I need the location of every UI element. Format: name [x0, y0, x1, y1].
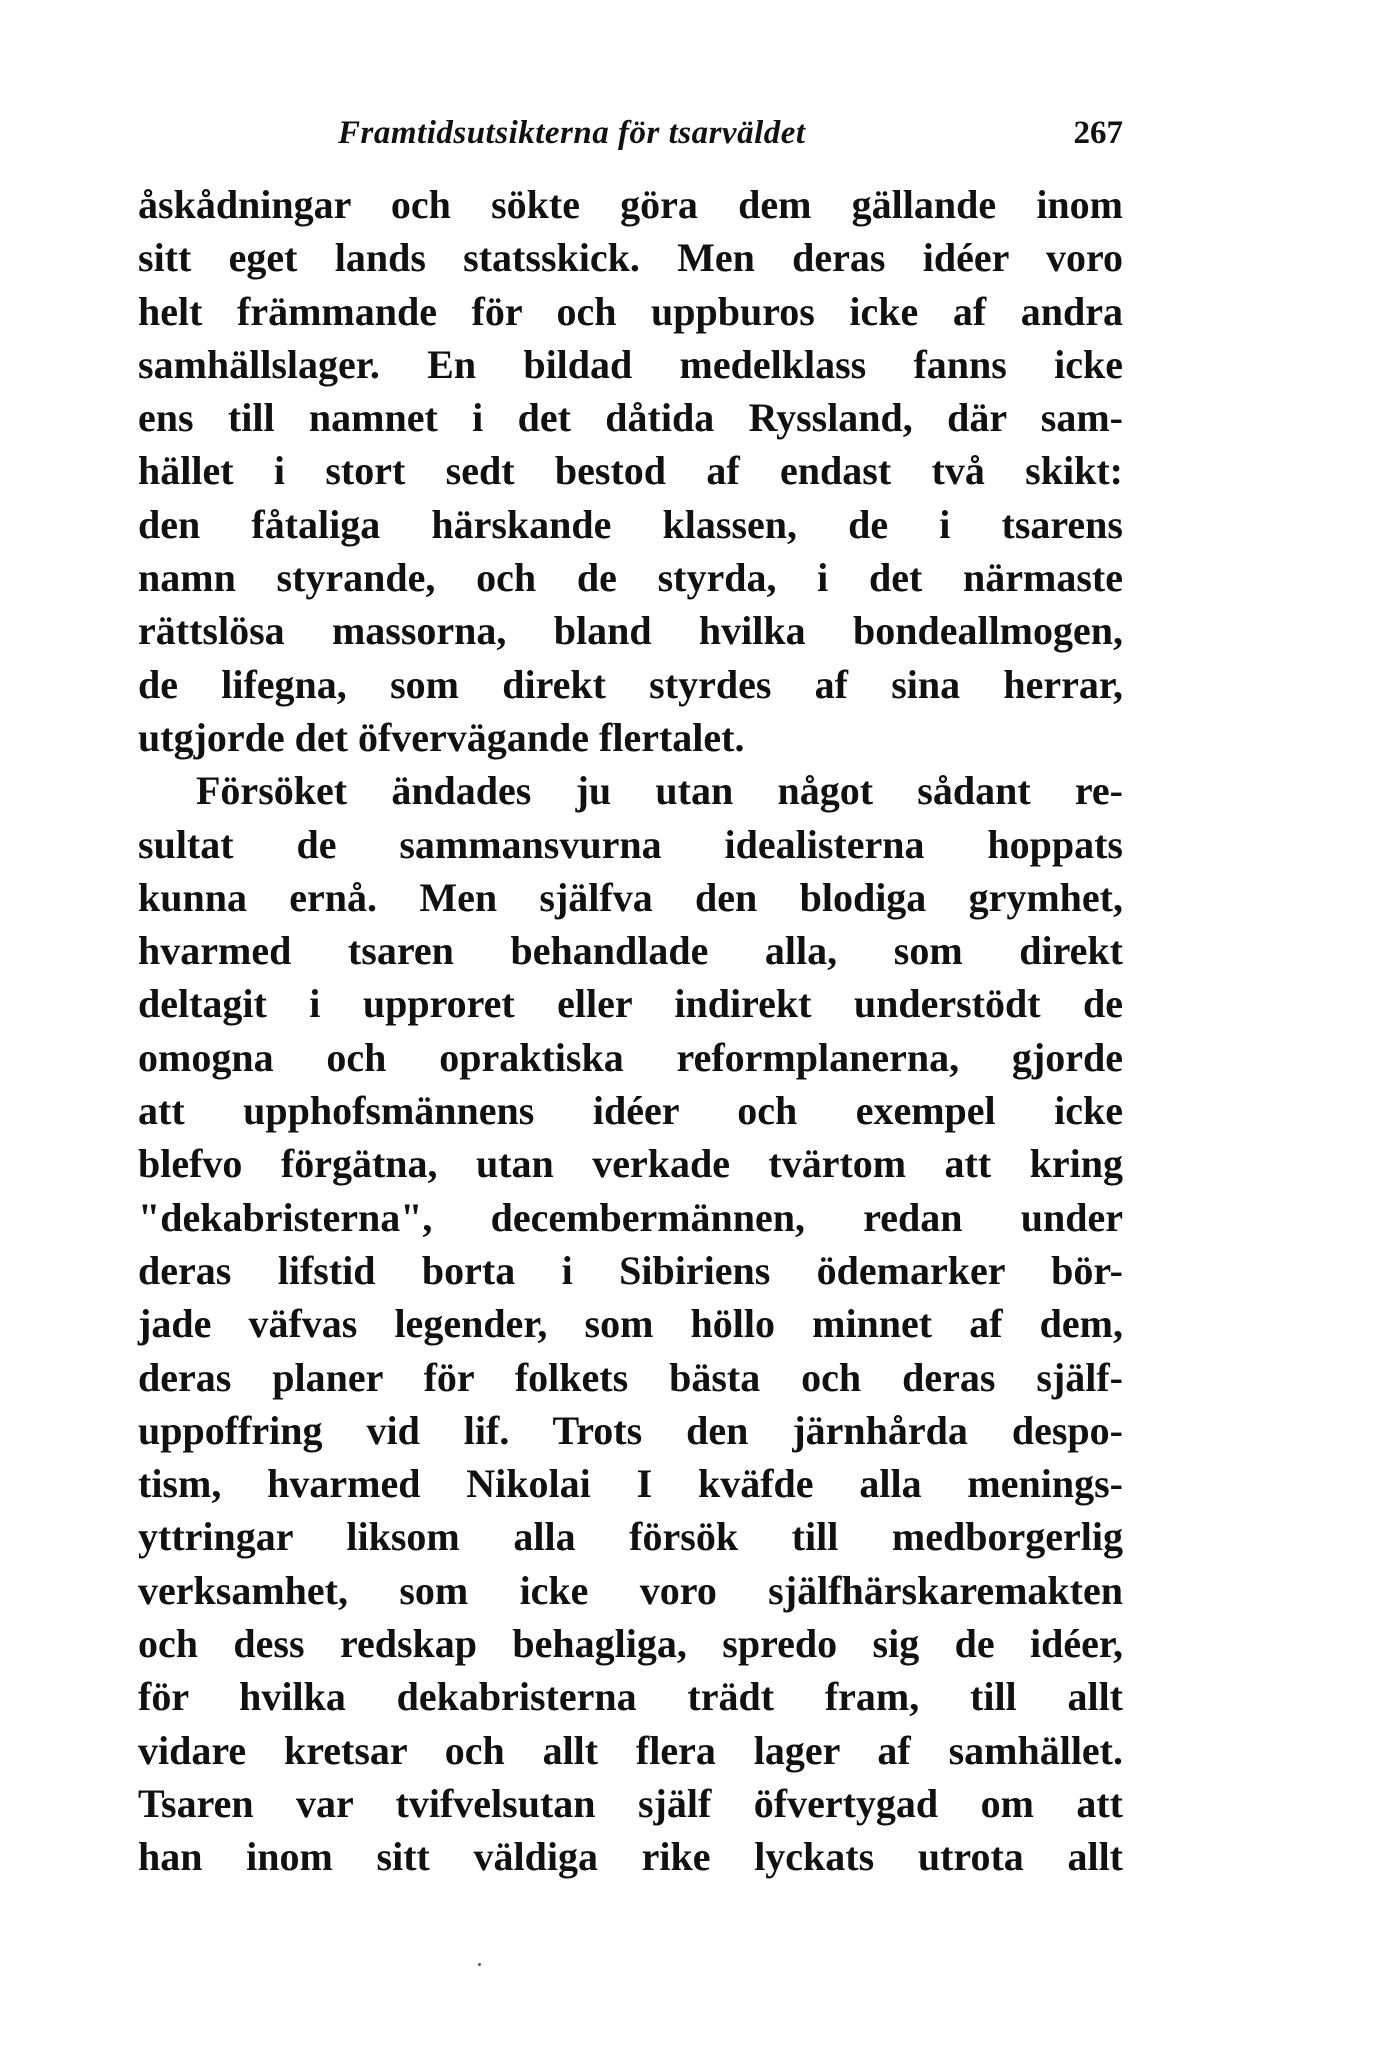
- body-text: [138, 178, 1123, 1884]
- text-line: att upphofsmännens idéer och exempel icke: [138, 1088, 1123, 1134]
- text-line: uppoffring vid lif. Trots den järnhårda despo-: [138, 1407, 1123, 1453]
- text-line: deras planer för folkets bästa och deras själf-: [138, 1354, 1123, 1400]
- text-line: Tsaren var tvifvelsutan själf öfvertygad om att: [138, 1780, 1123, 1826]
- running-title: Framtidsutsikterna för tsarväldet: [338, 115, 806, 151]
- page-number: 267: [1073, 115, 1123, 151]
- text-line: verksamhet, som icke voro själfhärskaremakten: [138, 1567, 1123, 1613]
- text-line: deltagit i upproret eller indirekt understödt de: [138, 981, 1123, 1027]
- text-line: samhällslager. En bildad medelklass fanns icke: [138, 341, 1123, 387]
- running-head: [138, 108, 1123, 158]
- text-line: han inom sitt väldiga rike lyckats utrota allt: [138, 1834, 1123, 1880]
- text-line: omogna och opraktiska reformplanerna, gjorde: [138, 1034, 1123, 1080]
- text-line: den fåtaliga härskande klassen, de i tsarens: [138, 501, 1123, 547]
- text-line: helt främmande för och uppburos icke af andra: [138, 288, 1123, 334]
- text-line: och dess redskap behagliga, spredo sig de idéer,: [138, 1621, 1123, 1667]
- text-line: för hvilka dekabristerna trädt fram, till allt: [138, 1674, 1123, 1720]
- text-line: kunna ernå. Men själfva den blodiga grymhet,: [138, 874, 1123, 920]
- text-line: deras lifstid borta i Sibiriens ödemarker bör-: [138, 1247, 1123, 1293]
- text-line: "dekabristerna", decembermännen, redan under: [138, 1194, 1123, 1240]
- text-line: jade väfvas legender, som höllo minnet af dem,: [138, 1301, 1123, 1347]
- text-line: utgjorde det öfvervägande flertalet.: [138, 714, 745, 760]
- text-line: vidare kretsar och allt flera lager af samhället.: [138, 1727, 1123, 1773]
- text-line: ens till namnet i det dåtida Ryssland, där sam-: [138, 395, 1123, 441]
- text-line: sitt eget lands statsskick. Men deras idéer voro: [138, 235, 1123, 281]
- text-line: sultat de sammansvurna idealisterna hoppats: [138, 821, 1123, 867]
- text-line: tism, hvarmed Nikolai I kväfde alla menings-: [138, 1461, 1123, 1507]
- paragraph-2: [138, 764, 1123, 1883]
- text-line: blefvo förgätna, utan verkade tvärtom att kring: [138, 1141, 1123, 1187]
- text-line: hvarmed tsaren behandlade alla, som direkt: [138, 928, 1123, 974]
- text-line: rättslösa massorna, bland hvilka bondeallmogen,: [138, 608, 1123, 654]
- scan-speck: [478, 1963, 481, 1966]
- text-line: yttringar liksom alla försök till medborgerlig: [138, 1514, 1123, 1560]
- paragraph-1: [138, 178, 1123, 764]
- text-line: namn styrande, och de styrda, i det närmaste: [138, 555, 1123, 601]
- text-line: åskådningar och sökte göra dem gällande inom: [138, 182, 1123, 227]
- text-line: de lifegna, som direkt styrdes af sina herrar,: [138, 661, 1123, 707]
- text-line: hället i stort sedt bestod af endast två skikt:: [138, 448, 1123, 494]
- text-line: Försöket ändades ju utan något sådant re-: [196, 768, 1123, 814]
